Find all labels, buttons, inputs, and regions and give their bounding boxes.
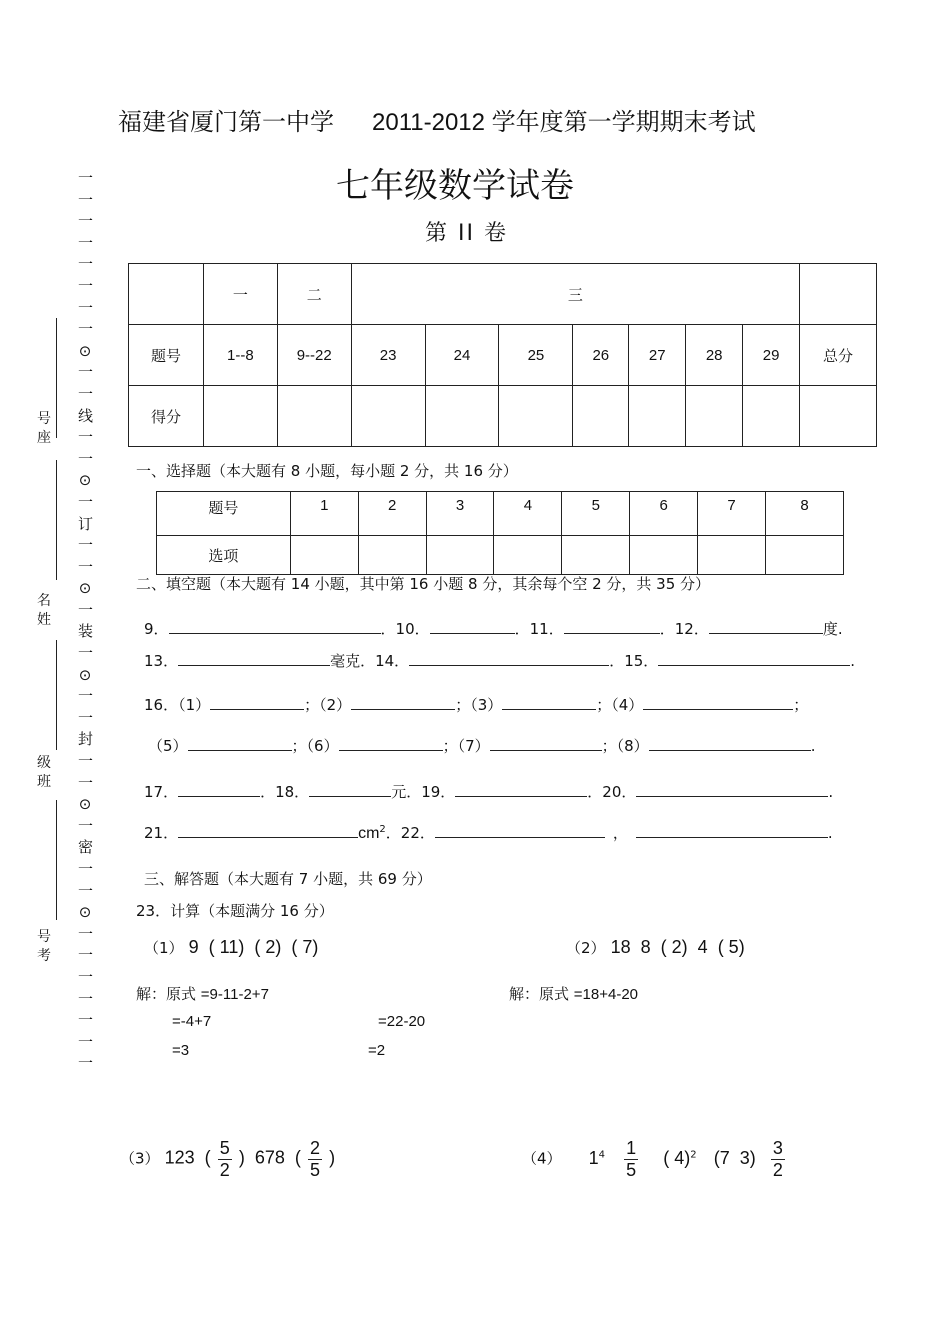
choice-number: 5 <box>562 492 630 536</box>
part3-label: （3） <box>120 1149 160 1168</box>
fraction <box>218 1138 232 1180</box>
yuan-unit: 元．19． <box>391 783 456 801</box>
binding-circle: ⊙ <box>78 665 92 684</box>
binding-char: 一 <box>78 363 94 382</box>
solution-step: =9-11-2+7 <box>200 986 269 1003</box>
q13-label: 13． <box>144 652 179 670</box>
binding-char: 一 <box>78 255 94 274</box>
item-cell: 25 <box>499 325 573 386</box>
score-blank <box>800 264 877 325</box>
comma: ， <box>612 824 628 842</box>
score-cell[interactable] <box>573 386 629 447</box>
binding-circle: ⊙ <box>78 341 92 360</box>
binding-char: 一 <box>78 924 94 943</box>
choice-table <box>156 491 844 575</box>
score-cell[interactable] <box>629 386 686 447</box>
margin-divider <box>56 460 57 580</box>
binding-char: 装 <box>78 622 94 641</box>
binding-char: 线 <box>78 406 94 425</box>
choice-number: 6 <box>630 492 698 536</box>
row-label-score: 得分 <box>129 386 204 447</box>
q17-label: 17． <box>144 783 179 801</box>
solution-label: 解：原式 <box>136 985 197 1003</box>
numerator: 1 <box>626 1138 637 1158</box>
choice-number: 3 <box>426 492 494 536</box>
binding-char: 一 <box>78 687 94 706</box>
fraction <box>624 1138 638 1180</box>
item-cell: 26 <box>573 325 629 386</box>
part2-label: （2） <box>566 939 606 957</box>
solution2-line3: =2 <box>368 1042 386 1059</box>
binding-char: 一 <box>78 881 94 900</box>
binding-char: 一 <box>78 860 94 878</box>
q23-part1 <box>144 937 318 958</box>
degree-unit: 度. <box>822 620 843 638</box>
binding-char: 一 <box>78 1032 94 1051</box>
answer-blank[interactable] <box>643 695 793 710</box>
solution2-line2: =22-20 <box>378 1013 426 1030</box>
answer-blank[interactable] <box>658 651 850 666</box>
q23-part3 <box>120 1138 335 1180</box>
end-dot: . <box>850 652 856 670</box>
answer-blank[interactable] <box>502 695 596 710</box>
binding-char: 一 <box>78 946 94 965</box>
answer-blank[interactable] <box>351 695 455 710</box>
score-cell[interactable] <box>499 386 573 447</box>
expr-segment: (7 3) <box>713 1147 756 1168</box>
fraction <box>771 1138 785 1180</box>
score-cell[interactable] <box>686 386 743 447</box>
seat-label: 号座 <box>37 411 51 446</box>
group-1: 一 <box>203 264 277 325</box>
q23-title: 23．计算（本题满分 16 分） <box>136 902 334 920</box>
fill-row-16b <box>148 735 815 756</box>
binding-line <box>78 168 92 1075</box>
total-label: 总分 <box>800 325 877 386</box>
score-cell[interactable] <box>351 386 425 447</box>
answer-cell[interactable] <box>494 536 562 575</box>
answer-blank[interactable] <box>409 651 609 666</box>
solution-label: 解：原式 <box>509 985 570 1003</box>
exam-term: 2011-2012 学年度第一学期期末考试 <box>372 109 756 136</box>
q10-label: ．10． <box>380 620 430 638</box>
q18-label: ．18． <box>260 783 310 801</box>
part-label: ；（3） <box>455 696 503 714</box>
binding-char: 一 <box>78 536 94 555</box>
answer-blank[interactable] <box>435 823 605 838</box>
answer-blank[interactable] <box>178 651 330 666</box>
binding-char: 一 <box>78 320 94 339</box>
part4-label: （4） <box>522 1149 562 1168</box>
answer-blank[interactable] <box>210 695 304 710</box>
fill-row-16a <box>144 694 808 715</box>
fill-row-21-22 <box>144 822 833 843</box>
answer-blank[interactable] <box>309 782 391 797</box>
score-corner <box>129 264 204 325</box>
item-cell: 28 <box>686 325 743 386</box>
binding-char: 一 <box>78 449 94 468</box>
exam-number-label: 号考 <box>37 929 51 964</box>
denominator: 5 <box>626 1159 637 1180</box>
section3-title: 三、解答题（本大题有 7 小题，共 69 分） <box>144 870 432 888</box>
binding-char: 一 <box>78 1011 94 1030</box>
section1-title: 一、选择题（本大题有 8 小题，每小题 2 分，共 16 分） <box>136 462 518 480</box>
choice-number: 1 <box>290 492 358 536</box>
answer-blank[interactable] <box>490 736 602 751</box>
volume-title: 第 II 卷 <box>425 221 508 246</box>
binding-char: 一 <box>78 752 94 771</box>
margin-divider <box>56 640 57 750</box>
section2-title: 二、填空题（本大题有 14 小题，其中第 16 小题 8 分，其余每个空 2 分，共 35 分） <box>136 575 711 593</box>
answer-blank[interactable] <box>178 782 260 797</box>
expr-segment: 123 ( <box>164 1147 211 1168</box>
binding-char: 订 <box>78 514 94 533</box>
name-label: 名姓 <box>37 593 51 628</box>
q22-label: ．22． <box>385 824 435 842</box>
part1-label: （1） <box>144 939 184 957</box>
binding-char: 一 <box>78 276 94 295</box>
denominator: 2 <box>772 1159 783 1180</box>
fill-row-9-12 <box>144 618 843 639</box>
choice-number: 7 <box>698 492 766 536</box>
binding-circle: ⊙ <box>78 903 92 922</box>
choice-number: 2 <box>358 492 426 536</box>
q23-part4 <box>522 1138 787 1180</box>
item-cell: 23 <box>351 325 425 386</box>
answer-cell[interactable] <box>290 536 358 575</box>
binding-char: 一 <box>78 989 94 1008</box>
expr-segment: 1 <box>588 1147 599 1168</box>
binding-char: 密 <box>78 838 94 857</box>
end-dot: . <box>827 824 833 842</box>
end-dot: . <box>810 737 816 755</box>
binding-char: 一 <box>78 212 94 231</box>
mg-unit: 毫克．14． <box>330 652 410 670</box>
item-cell: 29 <box>743 325 800 386</box>
class-label: 级班 <box>37 755 51 790</box>
answer-cell[interactable] <box>358 536 426 575</box>
q9-label: 9． <box>144 620 169 638</box>
expr-segment: ( 4) <box>663 1147 691 1168</box>
fill-row-13-15 <box>144 650 855 671</box>
score-table <box>128 263 877 447</box>
part1-expression: 9 ( 11) ( 2) ( 7) <box>188 937 319 957</box>
numerator: 2 <box>310 1138 321 1158</box>
margin-divider <box>56 318 57 438</box>
answer-cell[interactable] <box>698 536 766 575</box>
part-label: ；（4） <box>596 696 644 714</box>
binding-char: 一 <box>78 773 94 792</box>
score-cell[interactable] <box>743 386 800 447</box>
paper-title: 七年级数学试卷 <box>336 166 574 206</box>
binding-char: 一 <box>78 298 94 317</box>
solution-step: =18+4-20 <box>573 986 639 1003</box>
fraction <box>308 1138 322 1180</box>
solution2-line1 <box>509 983 638 1004</box>
solution1-line1 <box>136 983 269 1004</box>
school-name: 福建省厦门第一中学 <box>118 108 334 136</box>
binding-circle: ⊙ <box>78 579 92 598</box>
solution1-line2: =-4+7 <box>172 1013 212 1030</box>
part2-expression: 18 8 ( 2) 4 ( 5) <box>610 937 745 957</box>
fill-row-17-20 <box>144 781 833 802</box>
binding-char: 一 <box>78 1054 94 1073</box>
binding-circle: ⊙ <box>78 471 92 490</box>
part-label: （5） <box>148 737 188 755</box>
binding-char: 一 <box>78 492 94 511</box>
numerator: 3 <box>772 1138 783 1158</box>
group-3: 三 <box>351 264 799 325</box>
item-cell: 27 <box>629 325 686 386</box>
choice-number: 8 <box>766 492 844 536</box>
binding-char: 一 <box>78 428 94 447</box>
square-exponent: 2 <box>379 824 386 835</box>
group-2: 二 <box>277 264 351 325</box>
end-dot: . <box>828 783 834 801</box>
score-cell[interactable] <box>277 386 351 447</box>
score-cell[interactable] <box>800 386 877 447</box>
q12-label: ．12． <box>659 620 709 638</box>
score-cell[interactable] <box>203 386 277 447</box>
answer-blank[interactable] <box>169 619 381 634</box>
answer-cell[interactable] <box>766 536 844 575</box>
expr-segment: ) <box>329 1147 336 1168</box>
item-cell: 24 <box>425 325 499 386</box>
binding-char: 一 <box>78 708 94 727</box>
q20-label: ．20． <box>587 783 637 801</box>
binding-char: 一 <box>78 384 94 403</box>
answer-blank[interactable] <box>636 823 828 838</box>
answer-blank[interactable] <box>709 619 823 634</box>
binding-char: 一 <box>78 600 94 619</box>
q16-label: 16．（1） <box>144 696 211 714</box>
answer-blank[interactable] <box>188 736 292 751</box>
binding-char: 一 <box>78 816 94 835</box>
choice-answer-label: 选项 <box>157 536 291 575</box>
answer-blank[interactable] <box>455 782 587 797</box>
answer-cell[interactable] <box>426 536 494 575</box>
binding-circle: ⊙ <box>78 795 92 814</box>
denominator: 5 <box>310 1159 321 1180</box>
q21-label: 21． <box>144 824 179 842</box>
school-title <box>118 102 756 137</box>
margin-divider <box>56 800 57 920</box>
answer-blank[interactable] <box>564 619 660 634</box>
cm-unit: cm <box>358 825 380 842</box>
answer-blank[interactable] <box>636 782 828 797</box>
answer-blank[interactable] <box>178 823 358 838</box>
answer-blank[interactable] <box>430 619 515 634</box>
exponent: 4 <box>598 1149 606 1161</box>
binding-char: 一 <box>78 169 94 187</box>
answer-blank[interactable] <box>339 736 443 751</box>
answer-cell[interactable] <box>562 536 630 575</box>
q11-label: ．11． <box>514 620 564 638</box>
item-cell: 1--8 <box>203 325 277 386</box>
part-label: ；（6） <box>291 737 339 755</box>
row-label-question: 题号 <box>129 325 204 386</box>
item-cell: 9--22 <box>277 325 351 386</box>
binding-char: 一 <box>78 190 94 209</box>
binding-char: 一 <box>78 233 94 252</box>
semicolon: ； <box>793 696 809 714</box>
binding-char: 一 <box>78 557 94 576</box>
binding-char: 一 <box>78 644 94 663</box>
choice-number: 4 <box>494 492 562 536</box>
choice-header-label: 题号 <box>157 492 291 536</box>
binding-char: 一 <box>78 967 94 986</box>
answer-blank[interactable] <box>649 736 811 751</box>
exponent: 2 <box>690 1149 697 1161</box>
score-cell[interactable] <box>425 386 499 447</box>
denominator: 2 <box>219 1159 230 1180</box>
answer-cell[interactable] <box>630 536 698 575</box>
q15-label: ．15． <box>609 652 659 670</box>
part-label: ；（7） <box>442 737 490 755</box>
numerator: 5 <box>219 1138 230 1158</box>
part-label: ；（2） <box>304 696 352 714</box>
expr-segment: ) 678 ( <box>238 1147 301 1168</box>
binding-char: 封 <box>78 730 94 749</box>
q23-part2 <box>566 937 745 958</box>
part-label: ；（8） <box>601 737 649 755</box>
solution1-line3: =3 <box>172 1042 190 1059</box>
